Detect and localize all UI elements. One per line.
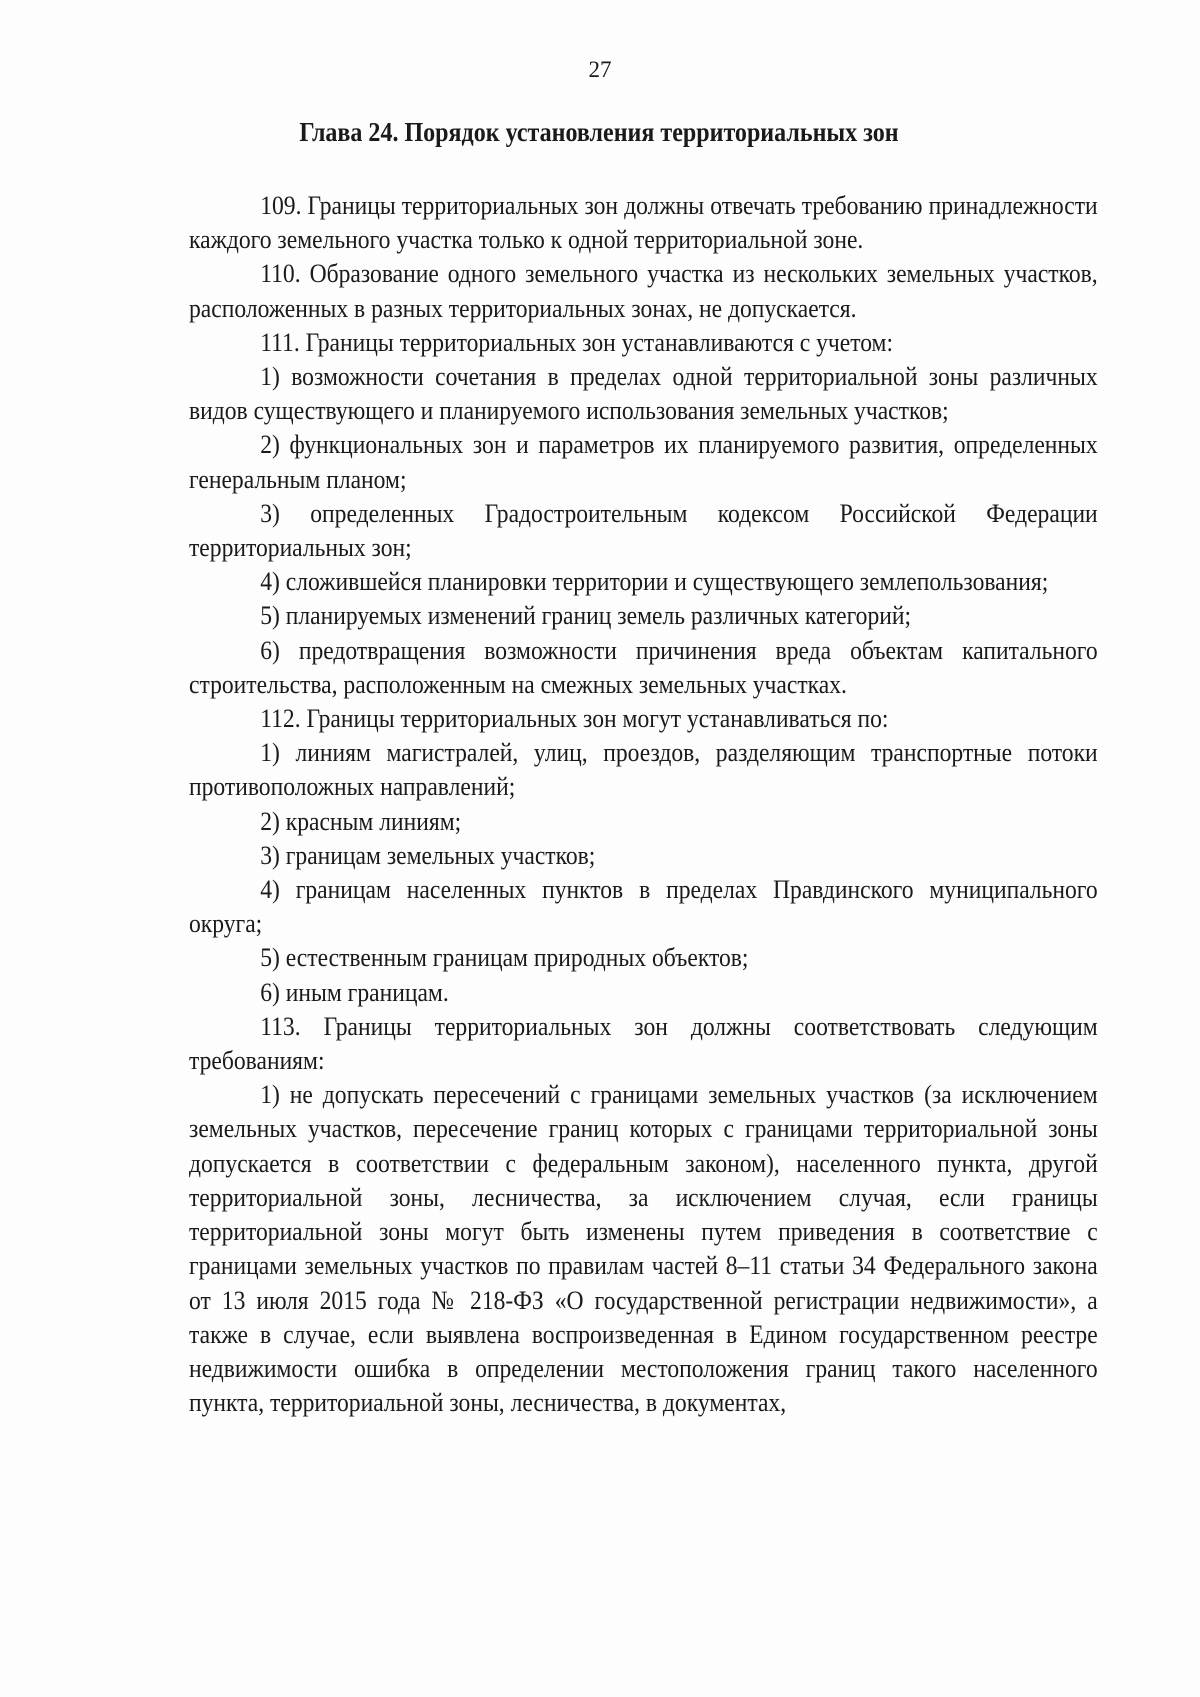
list-item-111-1: 1) возможности сочетания в пределах одной территориальной зоны различных видов существующего и планируемого использования земельных участков;	[189, 361, 1098, 426]
list-item-111-2: 2) функциональных зон и параметров их планируемого развития, определенных генеральным планом;	[189, 429, 1098, 494]
list-item-111-4: 4) сложившейся планировки территории и существующего землепользования;	[260, 566, 1049, 597]
list-item-111-6: 6) предотвращения возможности причинения вреда объектам капитального строительства, расположенным на смежных земельных участках.	[189, 634, 1098, 699]
list-item-113-1: 1) не допускать пересечений с границами земельных участков (за исключением земельных участков, пересечение границ которых с границами территориальной зоны допускается в соответствии с федеральным законом), населенного пункта, другой территориальной зоны, лесничества, за исключением случая, если границы территориальной зоны могут быть изменены путем приведения в соответствие с границами земельных участков по правилам частей 8–11 статьи 34 Федерального закона от 13 июля 2015 года № 218-ФЗ «О государственной регистрации недвижимости», а также в случае, если выявлена воспроизведенная в Едином государственном реестре недвижимости ошибка в определении местоположения границ такого населенного пункта, территориальной зоны, лесничества, в документах,	[189, 1079, 1098, 1418]
list-item-112-5: 5) естественным границам природных объектов;	[260, 942, 749, 973]
paragraph-109: 109. Границы территориальных зон должны отвечать требованию принадлежности каждого земельного участка только к одной территориальной зоне.	[189, 190, 1098, 255]
paragraph-110: 110. Образование одного земельного участка из нескольких земельных участков, расположенных в разных территориальных зонах, не допускается.	[189, 258, 1098, 323]
list-item-112-6: 6) иным границам.	[260, 976, 449, 1007]
paragraph-113: 113. Границы территориальных зон должны соответствовать следующим требованиям:	[189, 1010, 1098, 1076]
list-item-112-4: 4) границам населенных пунктов в пределах Правдинского муниципального округа;	[189, 874, 1098, 939]
chapter-title: Глава 24. Порядок установления территориальных зон	[299, 117, 899, 147]
list-item-112-3: 3) границам земельных участков;	[260, 839, 596, 870]
body-text	[189, 188, 1098, 1419]
list-item-111-5: 5) планируемых изменений границ земель различных категорий;	[260, 600, 912, 631]
paragraph-112: 112. Границы территориальных зон могут устанавливаться по:	[260, 703, 889, 734]
list-item-111-3: 3) определенных Градостроительным кодексом Российской Федерации территориальных зон;	[189, 497, 1098, 563]
page-number: 27	[588, 57, 612, 82]
list-item-112-1: 1) линиям магистралей, улиц, проездов, разделяющим транспортные потоки противоположных направлений;	[189, 737, 1098, 802]
list-item-112-2: 2) красным линиям;	[260, 805, 462, 836]
paragraph-111: 111. Границы территориальных зон устанавливаются с учетом:	[260, 326, 894, 357]
